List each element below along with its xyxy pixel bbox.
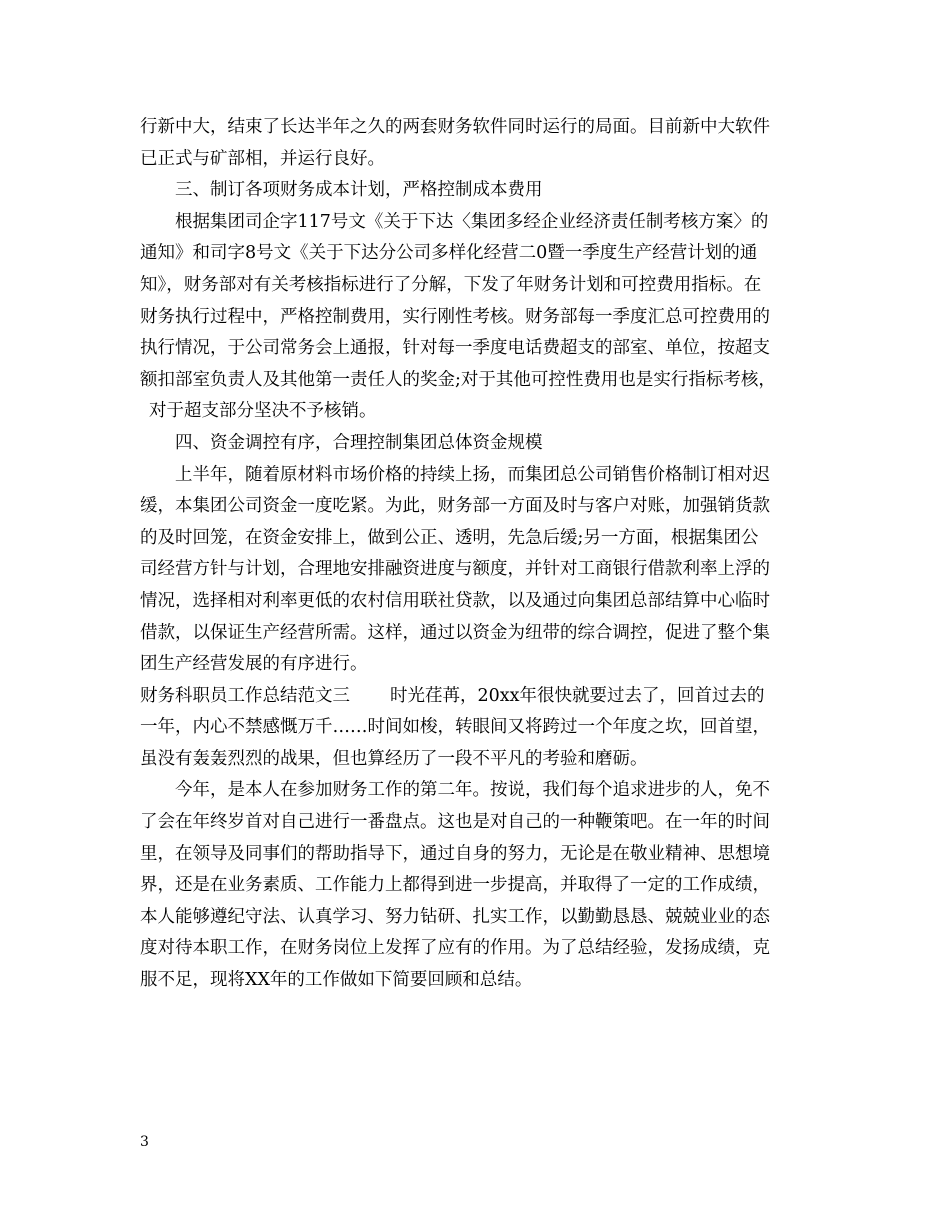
text-line: 度对待本职工作，在财务岗位上发挥了应有的作用。为了总结经验，发扬成绩，克 (140, 938, 770, 959)
text-line: 里，在领导及同事们的帮助指导下，通过自身的努力，无论是在敬业精神、思想境 (140, 843, 770, 864)
page-number: 3 (140, 1134, 149, 1150)
text-line: 司经营方针与计划，合理地安排融资进度与额度，并针对工商银行借款利率上浮的 (140, 559, 770, 580)
text-line: 执行情况，于公司常务会上通报，针对每一季度电话费超支的部室、单位，按超支 (140, 338, 770, 359)
text-line: 已正式与矿部相，并运行良好。 (140, 148, 385, 169)
text-line: 通知》和司字8号文《关于下达分公司多样化经营二0暨一季度生产经营计划的通 (140, 243, 758, 264)
text-line: 服不足，现将XX年的工作做如下简要回顾和总结。 (140, 970, 533, 991)
text-line: 额扣部室负责人及其他第一责任人的奖金;对于其他可控性费用也是实行指标考核， (140, 369, 776, 390)
text-line: 今年，是本人在参加财务工作的第二年。按说，我们每个追求进步的人，免不 (175, 780, 770, 801)
text-line: 上半年，随着原材料市场价格的持续上扬，而集团总公司销售价格制订相对迟 (175, 464, 770, 485)
text-line: 团生产经营发展的有序进行。 (140, 654, 368, 675)
text-line: 对于超支部分坚决不予核销。 (149, 401, 377, 422)
text-line: 一年，内心不禁感慨万千……时间如梭，转眼间又将跨过一个年度之坎，回首望， (140, 717, 770, 738)
document-body (140, 112, 820, 997)
text-line: 财务执行过程中，严格控制费用，实行刚性考核。财务部每一季度汇总可控费用的 (140, 306, 770, 327)
text-line: 情况，选择相对利率更低的农村信用联社贷款，以及通过向集团总部结算中心临时 (140, 590, 770, 611)
text-line: 缓，本集团公司资金一度吃紧。为此，财务部一方面及时与客户对账，加强销货款 (140, 496, 770, 517)
text-line: 知》，财务部对有关考核指标进行了分解，下发了年财务计划和可控费用指标。在 (140, 274, 762, 295)
text-line: 根据集团司企字117号文《关于下达〈集团多经企业经济责任制考核方案〉的 (175, 211, 769, 232)
text-line: 的及时回笼，在资金安排上，做到公正、透明，先急后缓;另一方面，根据集团公 (140, 527, 759, 548)
section-heading-3: 三、制订各项财务成本计划，严格控制成本费用 (175, 180, 543, 201)
text-line: 界，还是在业务素质、工作能力上都得到进一步提高，并取得了一定的工作成绩， (140, 875, 770, 896)
text-line: 本人能够遵纪守法、认真学习、努力钻研、扎实工作，以勤勤恳恳、兢兢业业的态 (140, 906, 770, 927)
text-line: 了会在年终岁首对自己进行一番盘点。这也是对自己的一种鞭策吧。在一年的时间 (140, 812, 770, 833)
text-line: 虽没有轰轰烈烈的战果，但也算经历了一段不平凡的考验和磨砺。 (140, 748, 648, 769)
text-line: 借款，以保证生产经营所需。这样，通过以资金为纽带的综合调控，促进了整个集 (140, 622, 770, 643)
article-title: 财务科职员工作总结范文三 (140, 685, 350, 706)
section-title-line (140, 681, 820, 713)
article-lead: 时光荏苒，20xx年很快就要过去了，回首过去的 (390, 685, 765, 706)
section-heading-4: 四、资金调控有序，合理控制集团总体资金规模 (175, 432, 543, 453)
text-line: 行新中大，结束了长达半年之久的两套财务软件同时运行的局面。目前新中大软件 (140, 117, 770, 137)
